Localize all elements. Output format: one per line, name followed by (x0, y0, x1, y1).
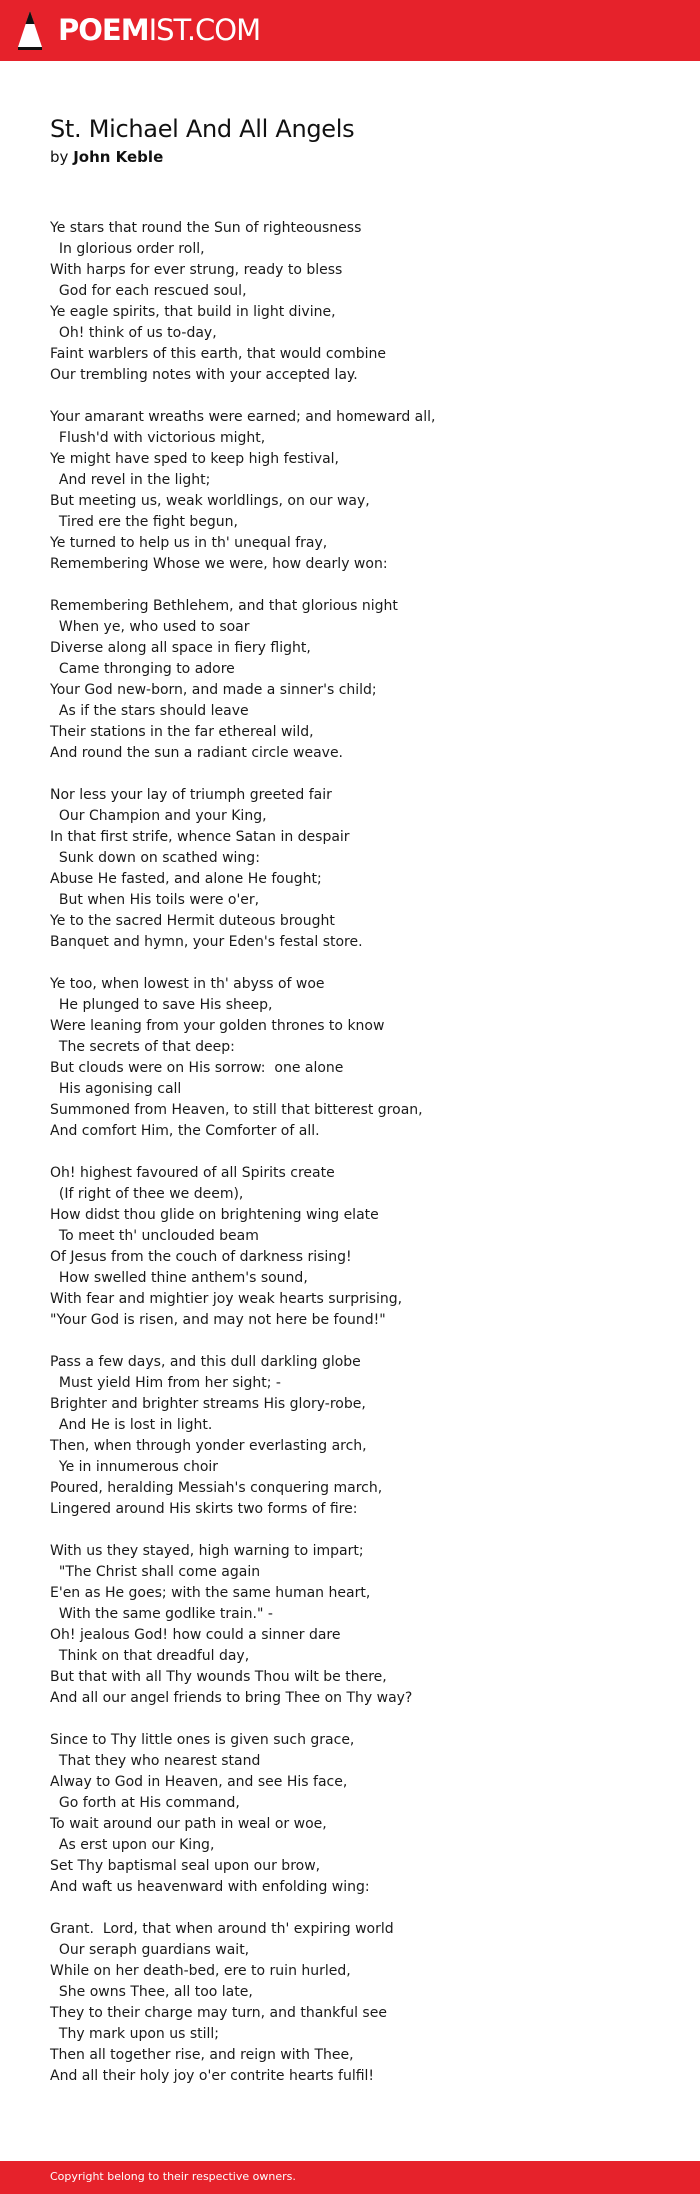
poem-line: Summoned from Heaven, to still that bitterest groan, (50, 1102, 423, 1118)
site-logo-text (58, 9, 260, 51)
poem-line: Your amarant wreaths were earned; and homeward all, (50, 409, 436, 425)
poem-line: With harps for ever strung, ready to bless (50, 262, 343, 278)
poem-line: How swelled thine anthem's sound, (50, 1270, 308, 1286)
poem-line: Pass a few days, and this dull darkling globe (50, 1354, 361, 1370)
poem-line: In that first strife, whence Satan in despair (50, 829, 350, 845)
poem-line: Since to Thy little ones is given such grace, (50, 1732, 355, 1748)
poem-byline (50, 148, 163, 166)
poem-line: And round the sun a radiant circle weave. (50, 745, 344, 761)
poem-stanza (50, 407, 670, 575)
site-logo[interactable] (16, 9, 260, 51)
poem-line: Our seraph guardians wait, (50, 1942, 250, 1958)
poem-line: Ye to the sacred Hermit duteous brought (50, 913, 335, 929)
poem-stanza (50, 1919, 670, 2087)
site-footer (0, 2161, 700, 2194)
poem-line: Thy mark upon us still; (50, 2026, 220, 2042)
poem-line: But clouds were on His sorrow: one alone (50, 1060, 344, 1076)
poem-line: And He is lost in light. (50, 1417, 213, 1433)
poem-line: Remembering Whose we were, how dearly won: (50, 556, 388, 572)
poem-line: Sunk down on scathed wing: (50, 850, 260, 866)
poem-line: Came thronging to adore (50, 661, 235, 677)
poem-line: Abuse He fasted, and alone He fought; (50, 871, 322, 887)
poem-line: Faint warblers of this earth, that would combine (50, 346, 387, 362)
poem-line: As erst upon our King, (50, 1837, 215, 1853)
poem-line: Oh! think of us to-day, (50, 325, 217, 341)
poem-body (50, 218, 670, 2108)
poem-line: Oh! jealous God! how could a sinner dare (50, 1627, 341, 1643)
poem-line: While on her death-bed, ere to ruin hurled, (50, 1963, 351, 1979)
poem-stanza (50, 1352, 670, 1520)
poem-line: Lingered around His skirts two forms of fire: (50, 1501, 358, 1517)
poem-line: He plunged to save His sheep, (50, 997, 273, 1013)
pencil-tip-icon (16, 9, 44, 51)
poem-line: They to their charge may turn, and thankful see (50, 2005, 387, 2021)
poem-line: Ye turned to help us in th' unequal fray, (50, 535, 328, 551)
poem-line: That they who nearest stand (50, 1753, 261, 1769)
poem-line: Our trembling notes with your accepted lay. (50, 367, 358, 383)
poem-line: The secrets of that deep: (50, 1039, 235, 1055)
poem-line: Then all together rise, and reign with Thee, (50, 2047, 354, 2063)
poem-line: Grant. Lord, that when around th' expiring world (50, 1921, 394, 1937)
poem-line: (If right of thee we deem), (50, 1186, 244, 1202)
poem-line: Ye stars that round the Sun of righteousness (50, 220, 362, 236)
poem-line: Go forth at His command, (50, 1795, 240, 1811)
poem-stanza (50, 1730, 670, 1898)
poem-title: St. Michael And All Angels (50, 115, 355, 143)
poem-line: As if the stars should leave (50, 703, 249, 719)
poem-line: Set Thy baptismal seal upon our brow, (50, 1858, 321, 1874)
poem-line: Tired ere the fight begun, (50, 514, 238, 530)
poem-line: Diverse along all space in fiery flight, (50, 640, 311, 656)
poem-stanza (50, 218, 670, 386)
poem-line: God for each rescued soul, (50, 283, 247, 299)
poem-stanza (50, 596, 670, 764)
copyright-notice: Copyright belong to their respective owners. (50, 2170, 296, 2183)
poem-stanza (50, 1541, 670, 1709)
poem-line: With fear and mightier joy weak hearts surprising, (50, 1291, 403, 1307)
poem-line: And revel in the light; (50, 472, 211, 488)
logo-text-bold: POEM (58, 13, 149, 47)
poem-line: Ye too, when lowest in th' abyss of woe (50, 976, 325, 992)
poem-line: And all our angel friends to bring Thee on Thy way? (50, 1690, 413, 1706)
site-header (0, 0, 700, 61)
poem-line: E'en as He goes; with the same human heart, (50, 1585, 371, 1601)
poem-line: Remembering Bethlehem, and that glorious night (50, 598, 398, 614)
poem-line: Were leaning from your golden thrones to know (50, 1018, 385, 1034)
poem-line: Ye eagle spirits, that build in light divine, (50, 304, 336, 320)
by-label: by (50, 148, 69, 166)
poem-line: "Your God is risen, and may not here be found!" (50, 1312, 386, 1328)
poem-line: Ye in innumerous choir (50, 1459, 219, 1475)
poem-line: But meeting us, weak worldlings, on our way, (50, 493, 370, 509)
poem-line: Then, when through yonder everlasting arch, (50, 1438, 367, 1454)
poem-line: She owns Thee, all too late, (50, 1984, 253, 2000)
poem-line: With us they stayed, high warning to impart; (50, 1543, 364, 1559)
poem-line: Our Champion and your King, (50, 808, 267, 824)
poem-line: And all their holy joy o'er contrite hearts fulfil! (50, 2068, 375, 2084)
poem-stanza (50, 1163, 670, 1331)
poem-line: Their stations in the far ethereal wild, (50, 724, 314, 740)
logo-text-light: IST.COM (148, 13, 261, 47)
poem-line: In glorious order roll, (50, 241, 205, 257)
poem-line: Banquet and hymn, your Eden's festal store. (50, 934, 363, 950)
poem-line: When ye, who used to soar (50, 619, 250, 635)
poem-line: Must yield Him from her sight; - (50, 1375, 281, 1391)
poem-line: And waft us heavenward with enfolding wing: (50, 1879, 370, 1895)
poem-line: Flush'd with victorious might, (50, 430, 266, 446)
poem-line: Alway to God in Heaven, and see His face, (50, 1774, 348, 1790)
poem-line: Oh! highest favoured of all Spirits create (50, 1165, 335, 1181)
poem-line: But that with all Thy wounds Thou wilt be there, (50, 1669, 387, 1685)
poem-line: To wait around our path in weal or woe, (50, 1816, 327, 1832)
poem-line: Poured, heralding Messiah's conquering march, (50, 1480, 383, 1496)
poem-line: "The Christ shall come again (50, 1564, 261, 1580)
poem-line: Ye might have sped to keep high festival, (50, 451, 339, 467)
poem-line: Of Jesus from the couch of darkness rising! (50, 1249, 352, 1265)
poem-line: Brighter and brighter streams His glory-robe, (50, 1396, 366, 1412)
poem-line: Think on that dreadful day, (50, 1648, 250, 1664)
poem-line: But when His toils were o'er, (50, 892, 260, 908)
poem-line: To meet th' unclouded beam (50, 1228, 259, 1244)
poem-stanza (50, 974, 670, 1142)
poem-line: Nor less your lay of triumph greeted fair (50, 787, 332, 803)
poem-stanza (50, 785, 670, 953)
poem-line: And comfort Him, the Comforter of all. (50, 1123, 320, 1139)
poem-line: With the same godlike train." - (50, 1606, 273, 1622)
poem-author: John Keble (73, 148, 164, 166)
poem-line: Your God new-born, and made a sinner's child; (50, 682, 377, 698)
poem-line: His agonising call (50, 1081, 182, 1097)
poem-line: How didst thou glide on brightening wing elate (50, 1207, 379, 1223)
